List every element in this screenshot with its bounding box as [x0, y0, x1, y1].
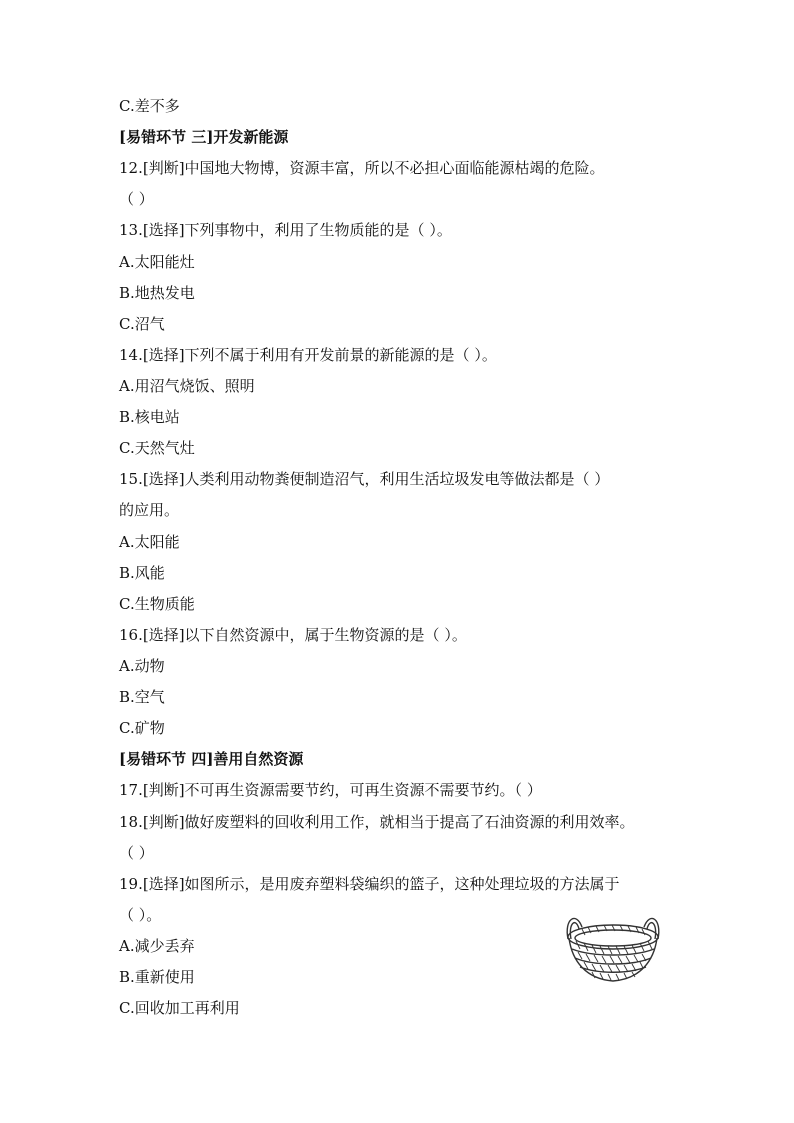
option-line: C.天然气灶 [119, 439, 195, 457]
option-line: C.差不多 [119, 97, 180, 115]
answer-blank: （ ）。 [119, 906, 162, 924]
option-line: C.生物质能 [119, 595, 195, 613]
option-line: A.太阳能灶 [119, 253, 195, 271]
question-line: 16.[选择]以下自然资源中，属于生物资源的是（ ）。 [119, 626, 467, 644]
option-line: A.太阳能 [119, 533, 180, 551]
option-line: B.风能 [119, 564, 165, 582]
section-heading: [易错环节 四]善用自然资源 [119, 750, 304, 768]
question-line: 18.[判断]做好废塑料的回收利用工作，就相当于提高了石油资源的利用效率。 [119, 813, 635, 831]
option-line: B.空气 [119, 688, 165, 706]
question-line: 12.[判断]中国地大物博，资源丰富，所以不必担心面临能源枯竭的危险。 [119, 159, 605, 177]
option-line: B.重新使用 [119, 968, 195, 986]
question-line: 19.[选择]如图所示，是用废弃塑料袋编织的篮子，这种处理垃圾的方法属于 [119, 875, 620, 893]
option-line: B.地热发电 [119, 284, 195, 302]
question-line: 14.[选择]下列不属于利用有开发前景的新能源的是（ ）。 [119, 346, 497, 364]
option-line: C.沼气 [119, 315, 165, 333]
option-line: B.核电站 [119, 408, 180, 426]
question-line: 15.[选择]人类利用动物粪便制造沼气，利用生活垃圾发电等做法都是（ ） [119, 470, 610, 488]
option-line: C.矿物 [119, 719, 165, 737]
option-line: A.动物 [119, 657, 165, 675]
answer-blank: （ ） [119, 844, 154, 862]
option-line: C.回收加工再利用 [119, 999, 240, 1017]
question-line: 17.[判断]不可再生资源需要节约，可再生资源不需要节约。（ ） [119, 781, 542, 799]
woven-basket-icon [562, 905, 664, 985]
question-line: 的应用。 [119, 501, 180, 519]
option-line: A.减少丢弃 [119, 937, 195, 955]
section-heading: [易错环节 三]开发新能源 [119, 128, 289, 146]
question-line: 13.[选择]下列事物中，利用了生物质能的是（ ）。 [119, 221, 452, 239]
answer-blank: （ ） [119, 190, 154, 208]
option-line: A.用沼气烧饭、照明 [119, 377, 255, 395]
